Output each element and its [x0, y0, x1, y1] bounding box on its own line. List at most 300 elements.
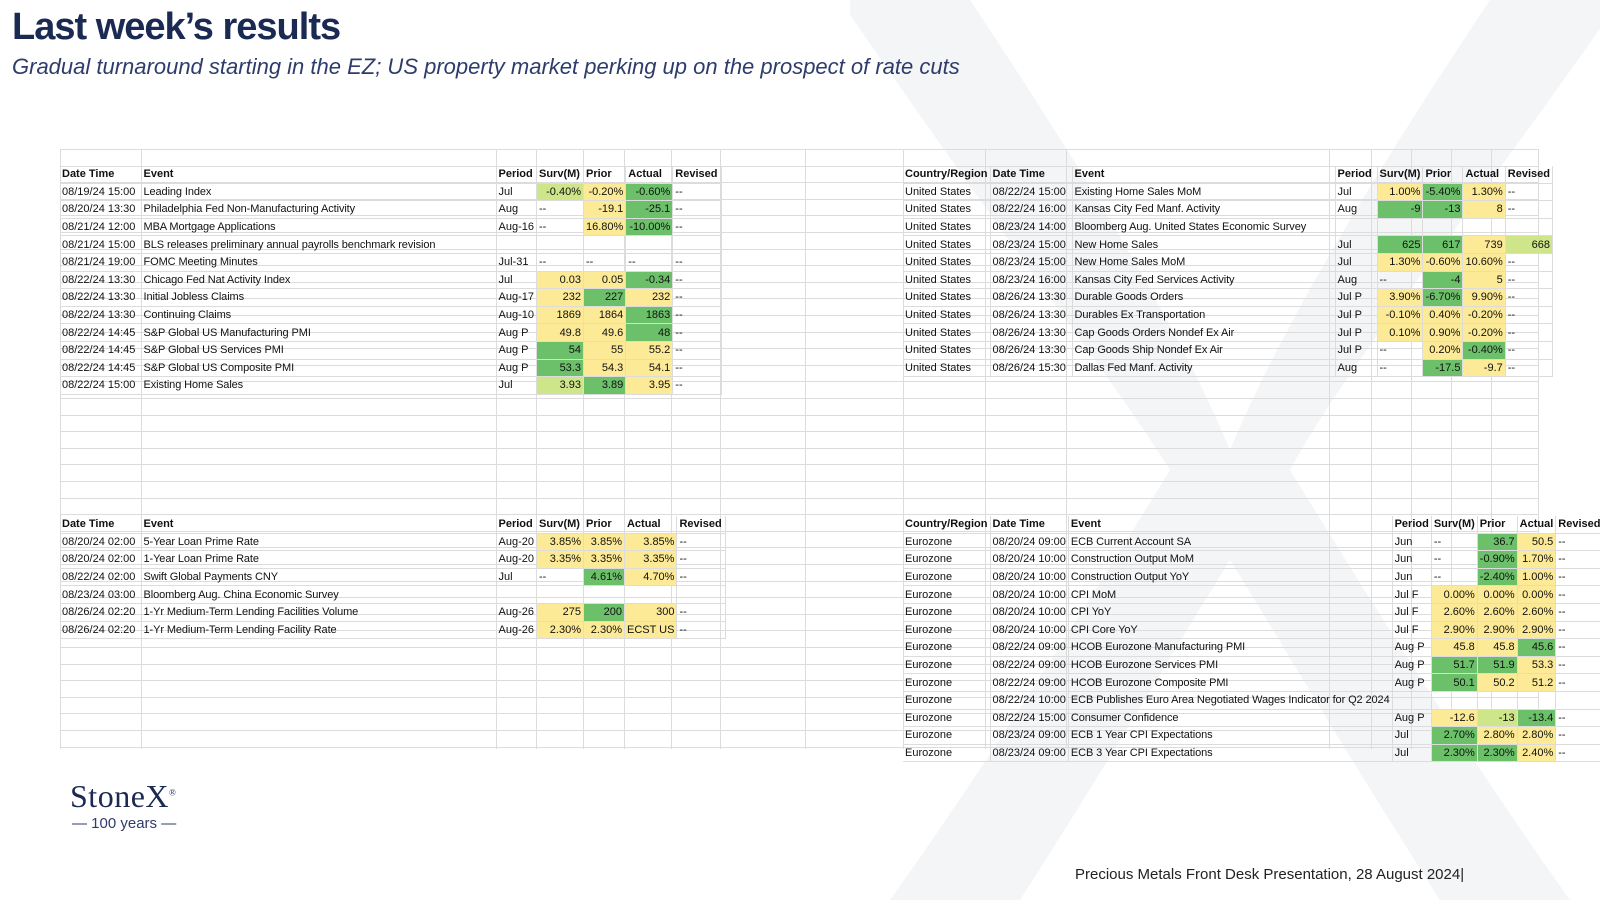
table-cell [1517, 691, 1556, 709]
table-cell: 0.20% [1423, 341, 1463, 359]
table-cell: 3.85% [583, 533, 624, 551]
table-cell: -0.60% [1423, 253, 1463, 271]
table-cell: Jul F [1392, 603, 1431, 621]
table-cell: HCOB Eurozone Composite PMI [1068, 674, 1392, 692]
table-cell: 08/19/24 15:00 [60, 183, 141, 201]
table-cell [536, 586, 583, 604]
table-cell: United States [903, 306, 990, 324]
table-cell: -- [673, 271, 722, 289]
table-cell: Aug-10 [496, 306, 536, 324]
table-cell: -2.40% [1477, 568, 1517, 586]
table-cell: -- [1556, 568, 1600, 586]
table-cell: -0.90% [1477, 551, 1517, 569]
table-cell: 200 [583, 603, 624, 621]
table-cell: 4.61% [583, 568, 624, 586]
table-cell: 3.93 [536, 377, 583, 395]
table-cell: 2.90% [1431, 621, 1477, 639]
table-cell: 08/22/24 09:00 [990, 656, 1068, 674]
table-cell: -4 [1423, 271, 1463, 289]
table-cell [1423, 218, 1463, 236]
table-cell: -0.40% [1463, 341, 1505, 359]
logo-brand: StoneX [70, 778, 169, 814]
table-cell: 08/23/24 15:00 [990, 253, 1072, 271]
table-cell: CPI MoM [1068, 586, 1392, 604]
table-row [60, 236, 722, 254]
table-cell: 1.00% [1377, 183, 1423, 201]
table-cell: 08/23/24 09:00 [990, 727, 1068, 745]
table-cell: -- [1556, 744, 1600, 762]
table-row [903, 727, 1600, 745]
table-row [903, 218, 1552, 236]
header-row [60, 516, 726, 533]
table-cell: 08/23/24 15:00 [990, 236, 1072, 254]
table-cell: Eurozone [903, 744, 990, 762]
table-row [60, 533, 726, 551]
table-cell: -- [673, 341, 722, 359]
column-header: Surv(M) [1431, 516, 1477, 533]
table-cell: Aug-17 [496, 289, 536, 307]
table-cell: 08/22/24 14:45 [60, 324, 141, 342]
table-cell: Jul F [1392, 586, 1431, 604]
table-cell: Dallas Fed Manf. Activity [1072, 359, 1335, 377]
table-cell: United States [903, 253, 990, 271]
column-header: Surv(M) [1377, 166, 1423, 183]
table-cell: Eurozone [903, 639, 990, 657]
table-cell: -- [1377, 271, 1423, 289]
table-cell: 08/26/24 15:30 [990, 359, 1072, 377]
table-cell: -- [1556, 709, 1600, 727]
table-cell: 08/26/24 13:30 [990, 306, 1072, 324]
column-header: Event [1068, 516, 1392, 533]
table-row [60, 324, 722, 342]
table-cell: 4.70% [624, 568, 676, 586]
table-row [903, 271, 1552, 289]
table-cell: Jul [496, 377, 536, 395]
table-cell [1505, 218, 1552, 236]
table-row [903, 324, 1552, 342]
table-row [903, 656, 1600, 674]
table-cell: -- [673, 324, 722, 342]
table-row [903, 603, 1600, 621]
table-cell [1477, 691, 1517, 709]
table-cell: -0.20% [1463, 324, 1505, 342]
table-cell: Jul [496, 183, 536, 201]
table-row [60, 183, 722, 201]
table-cell: -- [677, 621, 726, 639]
table-cell: 3.85% [536, 533, 583, 551]
table-cell: 36.7 [1477, 533, 1517, 551]
table-cell: 54.3 [583, 359, 625, 377]
table-cell: -12.6 [1431, 709, 1477, 727]
table-cell: -9 [1377, 201, 1423, 219]
table-cell: -13 [1423, 201, 1463, 219]
table-row [60, 568, 726, 586]
column-header: Actual [1463, 166, 1505, 183]
table-cell: 0.40% [1423, 306, 1463, 324]
table-cell: 45.6 [1517, 639, 1556, 657]
table-cell: -- [677, 603, 726, 621]
table-cell: -- [1431, 533, 1477, 551]
table-cell [496, 236, 536, 254]
table-cell: MBA Mortgage Applications [141, 218, 496, 236]
footer-text: Precious Metals Front Desk Presentation, 28 August 2024| [1075, 866, 1465, 883]
table-cell: 08/20/24 13:30 [60, 201, 141, 219]
table-cell: 08/20/24 10:00 [990, 551, 1068, 569]
table-cell: 3.35% [583, 551, 624, 569]
column-header: Date Time [990, 166, 1072, 183]
table-cell: 08/20/24 10:00 [990, 568, 1068, 586]
table-cell: 2.30% [1431, 744, 1477, 762]
logo-years: — 100 years — [72, 815, 177, 832]
table-cell: -- [536, 253, 583, 271]
table-cell: 1.00% [1517, 568, 1556, 586]
table-cell: Eurozone [903, 568, 990, 586]
table-cell: Kansas City Fed Manf. Activity [1072, 201, 1335, 219]
table-cell: 275 [536, 603, 583, 621]
column-header: Revised [1505, 166, 1552, 183]
table-cell: 1869 [536, 306, 583, 324]
column-header: Revised [677, 516, 726, 533]
table-cell: Jul [1392, 727, 1431, 745]
table-row [903, 201, 1552, 219]
table-cell: 08/21/24 19:00 [60, 253, 141, 271]
table-cell: -- [1556, 621, 1600, 639]
table-cell: -- [673, 183, 722, 201]
stonex-logo [70, 778, 176, 832]
table-cell: -- [1377, 359, 1423, 377]
table-row [60, 359, 722, 377]
table-cell: 08/20/24 02:00 [60, 551, 141, 569]
table-cell: Aug [1335, 201, 1377, 219]
table-cell: Eurozone [903, 727, 990, 745]
table-cell: 08/22/24 16:00 [990, 201, 1072, 219]
table-cell: Jun [1392, 551, 1431, 569]
table-cell: 0.00% [1477, 586, 1517, 604]
table-cell: 08/26/24 02:20 [60, 621, 141, 639]
table-cell: Swift Global Payments CNY [141, 568, 496, 586]
table-row [903, 306, 1552, 324]
table-cell: 1.30% [1377, 253, 1423, 271]
table-cell: Jul P [1335, 341, 1377, 359]
table-cell: 0.00% [1431, 586, 1477, 604]
table-cell: Jul [496, 271, 536, 289]
table-cell: -- [1505, 183, 1552, 201]
table-cell: 2.60% [1517, 603, 1556, 621]
table-cell: Jul-31 [496, 253, 536, 271]
table-cell: -- [1556, 533, 1600, 551]
table-cell: -- [536, 568, 583, 586]
table-cell: 08/26/24 02:20 [60, 603, 141, 621]
table-row [903, 253, 1552, 271]
table-cell: -- [677, 568, 726, 586]
table-cell: 1-Year Loan Prime Rate [141, 551, 496, 569]
table-cell: Construction Output YoY [1068, 568, 1392, 586]
table-cell: -0.10% [1377, 306, 1423, 324]
table-cell: 232 [626, 289, 673, 307]
table-cell: -- [1505, 253, 1552, 271]
table-cell: 2.30% [1477, 744, 1517, 762]
china-events-table [60, 516, 726, 639]
table-cell: -17.5 [1423, 359, 1463, 377]
table-cell: United States [903, 201, 990, 219]
table-cell: -- [677, 551, 726, 569]
table-cell: 1.70% [1517, 551, 1556, 569]
table-cell: 49.6 [583, 324, 625, 342]
table-cell: Jun [1392, 533, 1431, 551]
table-cell: -13 [1477, 709, 1517, 727]
column-header: Prior [583, 516, 624, 533]
table-cell: -- [673, 201, 722, 219]
column-header: Actual [626, 166, 673, 183]
table-cell: -- [1505, 341, 1552, 359]
table-cell [1335, 218, 1377, 236]
table-cell: 08/22/24 13:30 [60, 289, 141, 307]
table-cell: 51.7 [1431, 656, 1477, 674]
table-cell: 51.9 [1477, 656, 1517, 674]
column-header: Period [496, 166, 536, 183]
table-cell: -- [626, 253, 673, 271]
table-cell: 300 [624, 603, 676, 621]
table-cell: -- [1505, 271, 1552, 289]
table-cell: Aug-16 [496, 218, 536, 236]
table-cell: Aug-26 [496, 603, 536, 621]
table-cell: Aug P [496, 359, 536, 377]
column-header: Revised [1556, 516, 1600, 533]
table-cell: -- [1505, 324, 1552, 342]
table-cell: -0.34 [626, 271, 673, 289]
table-cell: ECB Current Account SA [1068, 533, 1392, 551]
table-cell: Bloomberg Aug. United States Economic Survey [1072, 218, 1335, 236]
table-cell: 2.60% [1431, 603, 1477, 621]
table-cell: Aug P [1392, 709, 1431, 727]
table-cell: ECB 1 Year CPI Expectations [1068, 727, 1392, 745]
table-cell [626, 236, 673, 254]
table-cell: -- [673, 253, 722, 271]
table-cell: -19.1 [583, 201, 625, 219]
table-cell: 50.1 [1431, 674, 1477, 692]
table-cell: 08/21/24 15:00 [60, 236, 141, 254]
table-cell: Jul P [1335, 324, 1377, 342]
column-header: Surv(M) [536, 516, 583, 533]
table-cell: Aug-20 [496, 533, 536, 551]
table-cell: -- [536, 201, 583, 219]
table-cell: Jun [1392, 568, 1431, 586]
table-row [903, 551, 1600, 569]
table-cell: 2.80% [1477, 727, 1517, 745]
table-cell [1377, 218, 1423, 236]
table-cell: 10.60% [1463, 253, 1505, 271]
table-cell: 3.35% [624, 551, 676, 569]
table-cell: Aug P [496, 324, 536, 342]
column-header: Event [141, 516, 496, 533]
table-cell: -- [1556, 727, 1600, 745]
table-cell: Jul [1335, 236, 1377, 254]
table-row [60, 201, 722, 219]
table-cell: 0.10% [1377, 324, 1423, 342]
table-cell: 08/22/24 02:00 [60, 568, 141, 586]
table-cell: ECB Publishes Euro Area Negotiated Wages Indicator for Q2 2024 [1068, 691, 1392, 709]
table-cell: 5-Year Loan Prime Rate [141, 533, 496, 551]
table-cell: -- [1377, 341, 1423, 359]
table-cell: -- [677, 533, 726, 551]
table-cell: 45.8 [1477, 639, 1517, 657]
table-cell: 2.60% [1477, 603, 1517, 621]
column-header: Event [1072, 166, 1335, 183]
table-cell: -6.70% [1423, 289, 1463, 307]
table-cell: Cap Goods Orders Nondef Ex Air [1072, 324, 1335, 342]
table-row [903, 639, 1600, 657]
table-cell: 45.8 [1431, 639, 1477, 657]
table-cell: S&P Global US Services PMI [141, 341, 496, 359]
table-row [60, 289, 722, 307]
table-cell: 1864 [583, 306, 625, 324]
table-cell: CPI Core YoY [1068, 621, 1392, 639]
column-header: Prior [1477, 516, 1517, 533]
table-cell: 08/20/24 10:00 [990, 621, 1068, 639]
table-cell: Aug-20 [496, 551, 536, 569]
table-row [903, 183, 1552, 201]
header-row [60, 166, 722, 183]
table-cell: 1.30% [1463, 183, 1505, 201]
table-cell: 0.00% [1517, 586, 1556, 604]
table-cell: -0.60% [626, 183, 673, 201]
table-cell: United States [903, 218, 990, 236]
table-row [903, 533, 1600, 551]
table-cell: Aug P [496, 341, 536, 359]
table-cell: 08/23/24 14:00 [990, 218, 1072, 236]
table-row [903, 341, 1552, 359]
column-header: Period [496, 516, 536, 533]
table-row [903, 744, 1600, 762]
table-cell: Continuing Claims [141, 306, 496, 324]
table-row [60, 603, 726, 621]
table-cell: New Home Sales [1072, 236, 1335, 254]
table-cell: 08/20/24 02:00 [60, 533, 141, 551]
table-cell: -9.7 [1463, 359, 1505, 377]
table-cell: 1-Yr Medium-Term Lending Facility Rate [141, 621, 496, 639]
table-cell: -- [536, 218, 583, 236]
column-header: Surv(M) [536, 166, 583, 183]
table-cell: 2.90% [1517, 621, 1556, 639]
column-header: Prior [583, 166, 625, 183]
table-cell: 0.05 [583, 271, 625, 289]
logo-registered-mark: ® [169, 787, 177, 798]
table-cell: -- [673, 218, 722, 236]
table-cell: Kansas City Fed Services Activity [1072, 271, 1335, 289]
table-cell: 0.03 [536, 271, 583, 289]
table-cell: -0.20% [1463, 306, 1505, 324]
table-cell: Philadelphia Fed Non-Manufacturing Activity [141, 201, 496, 219]
table-cell: Eurozone [903, 603, 990, 621]
table-cell: 1-Yr Medium-Term Lending Facilities Volume [141, 603, 496, 621]
table-cell [583, 586, 624, 604]
table-cell: -- [1431, 568, 1477, 586]
table-cell: 668 [1505, 236, 1552, 254]
table-cell: Eurozone [903, 551, 990, 569]
column-header: Date Time [990, 516, 1068, 533]
table-cell: Aug P [1392, 639, 1431, 657]
column-header: Date Time [60, 516, 141, 533]
table-row [903, 586, 1600, 604]
table-cell: Eurozone [903, 586, 990, 604]
table-cell: New Home Sales MoM [1072, 253, 1335, 271]
column-header: Country/Region [903, 516, 990, 533]
table-cell: 08/20/24 10:00 [990, 603, 1068, 621]
table-cell: BLS releases preliminary annual payrolls benchmark revision [141, 236, 496, 254]
table-cell [673, 236, 722, 254]
table-cell: United States [903, 236, 990, 254]
table-cell: 2.80% [1517, 727, 1556, 745]
table-cell: 08/23/24 16:00 [990, 271, 1072, 289]
table-cell: 08/26/24 13:30 [990, 289, 1072, 307]
table-row [60, 341, 722, 359]
table-cell: -- [1556, 674, 1600, 692]
table-cell: -- [1556, 603, 1600, 621]
table-cell: Jul [496, 568, 536, 586]
table-cell: Eurozone [903, 709, 990, 727]
table-cell: 2.30% [583, 621, 624, 639]
table-cell: 50.2 [1477, 674, 1517, 692]
table-cell: -0.20% [583, 183, 625, 201]
table-cell: 3.89 [583, 377, 625, 395]
table-cell: 3.85% [624, 533, 676, 551]
table-cell: -- [1556, 639, 1600, 657]
table-cell: Aug-26 [496, 621, 536, 639]
table-row [903, 359, 1552, 377]
table-cell: -- [673, 377, 722, 395]
table-row [903, 674, 1600, 692]
table-cell: 3.35% [536, 551, 583, 569]
table-cell: United States [903, 183, 990, 201]
table-cell: 617 [1423, 236, 1463, 254]
table-cell: Cap Goods Ship Nondef Ex Air [1072, 341, 1335, 359]
table-cell: Bloomberg Aug. China Economic Survey [141, 586, 496, 604]
table-cell: 08/26/24 13:30 [990, 341, 1072, 359]
us-events-table-left [60, 166, 722, 395]
table-cell: 50.5 [1517, 533, 1556, 551]
table-cell: -10.00% [626, 218, 673, 236]
table-cell [677, 586, 726, 604]
table-row [60, 551, 726, 569]
table-cell: Eurozone [903, 674, 990, 692]
table-cell: United States [903, 289, 990, 307]
table-cell: 227 [583, 289, 625, 307]
column-header: Actual [1517, 516, 1556, 533]
table-row [60, 621, 726, 639]
table-cell: 625 [1377, 236, 1423, 254]
table-cell: -- [1556, 551, 1600, 569]
table-row [60, 253, 722, 271]
table-cell: Durable Goods Orders [1072, 289, 1335, 307]
table-cell: 08/22/24 15:00 [60, 377, 141, 395]
header-row [903, 166, 1552, 183]
table-cell: 48 [626, 324, 673, 342]
table-row [60, 377, 722, 395]
table-cell [583, 236, 625, 254]
table-cell [496, 586, 536, 604]
table-cell: Jul P [1335, 289, 1377, 307]
table-cell: -25.1 [626, 201, 673, 219]
table-cell: -- [1556, 586, 1600, 604]
table-cell: 08/22/24 15:00 [990, 183, 1072, 201]
table-cell: Aug [1335, 271, 1377, 289]
table-cell: 55 [583, 341, 625, 359]
page-title: Last week’s results [12, 6, 341, 48]
table-cell: Jul [1335, 253, 1377, 271]
table-row [903, 568, 1600, 586]
table-cell: 1863 [626, 306, 673, 324]
table-cell: CPI YoY [1068, 603, 1392, 621]
